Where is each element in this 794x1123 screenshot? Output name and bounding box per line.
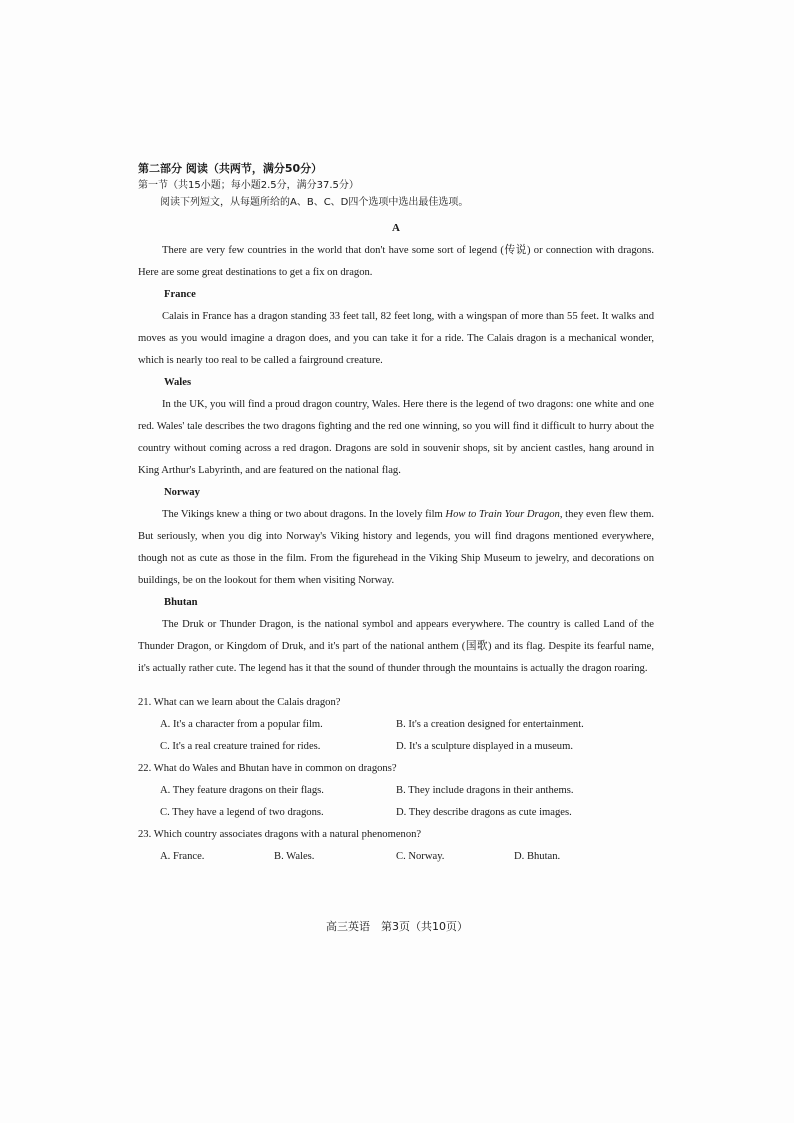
passage-intro: There are very few countries in the world that don't have some sort of legend (传说) or connection with dragons. Here are some great destinations to get a fix on dragon. bbox=[138, 245, 654, 278]
passage-letter: A bbox=[392, 222, 400, 234]
section-title: 第二部分 阅读（共两节，满分50分） bbox=[138, 162, 323, 175]
page-footer: 高三英语 第3页（共10页） bbox=[326, 920, 468, 933]
heading-wales: Wales bbox=[164, 377, 192, 388]
page-content bbox=[138, 160, 654, 868]
question-stem: 23. Which country associates dragons with a natural phenomenon? bbox=[138, 829, 422, 840]
questions-block bbox=[138, 692, 654, 868]
option-a: A. They feature dragons on their flags. bbox=[160, 785, 324, 796]
heading-bhutan: Bhutan bbox=[164, 597, 198, 608]
paragraph-france: Calais in France has a dragon standing 33 feet tall, 82 feet long, with a wingspan of more than 55 feet. It walks and moves as you would imagine a dragon does, and you can take it for a ride. The Calais dragon is a mechanical wonder, which is nearly too real to be called a fairground creature. bbox=[138, 311, 654, 366]
film-title: How to Train Your Dragon bbox=[445, 509, 560, 520]
heading-france: France bbox=[164, 289, 196, 300]
paragraph-norway bbox=[138, 504, 654, 592]
question-21 bbox=[138, 692, 654, 758]
question-options bbox=[160, 714, 654, 758]
option-d: D. It's a sculpture displayed in a museum. bbox=[396, 741, 573, 752]
option-b: B. Wales. bbox=[274, 851, 315, 862]
instruction: 阅读下列短文，从每题所给的A、B、C、D四个选项中选出最佳选项。 bbox=[160, 197, 469, 208]
paragraph-bhutan: The Druk or Thunder Dragon, is the national symbol and appears everywhere. The country is called Land of the Thunder Dragon, or Kingdom of Druk, and it's part of the national anthem (国歌) and its flag. Despite its fearful name, it's actually rather cute. The legend has it that the sound of thunder through the mountains is actually the dragon roaring. bbox=[138, 619, 654, 674]
question-22 bbox=[138, 758, 654, 824]
paragraph-wales: In the UK, you will find a proud dragon country, Wales. Here there is the legend of two dragons: one white and one red. Wales' tale describes the two dragons fighting and the red one winning, so you will find it difficult to hurry about the country without coming across a red dragon. Dragons are sold in souvenir shops, sit by ancient castles, hang around in King Arthur's Labyrinth, and are featured on the national flag. bbox=[138, 399, 654, 476]
question-stem: 21. What can we learn about the Calais dragon? bbox=[138, 697, 341, 708]
question-23 bbox=[138, 824, 654, 868]
option-d: D. They describe dragons as cute images. bbox=[396, 807, 572, 818]
option-a: A. It's a character from a popular film. bbox=[160, 719, 323, 730]
option-b: B. It's a creation designed for entertainment. bbox=[396, 719, 584, 730]
question-options bbox=[160, 846, 654, 868]
sub-title: 第一节（共15小题；每小题2.5分，满分37.5分） bbox=[138, 180, 359, 191]
norway-text-part-1: The Vikings knew a thing or two about dragons. In the lovely film bbox=[162, 509, 446, 520]
heading-norway: Norway bbox=[164, 487, 200, 498]
option-c: C. It's a real creature trained for rides. bbox=[160, 741, 321, 752]
option-d: D. Bhutan. bbox=[514, 851, 561, 862]
option-c: C. They have a legend of two dragons. bbox=[160, 807, 324, 818]
question-options bbox=[160, 780, 654, 824]
option-a: A. France. bbox=[160, 851, 205, 862]
question-stem: 22. What do Wales and Bhutan have in common on dragons? bbox=[138, 763, 397, 774]
option-b: B. They include dragons in their anthems. bbox=[396, 785, 574, 796]
option-c: C. Norway. bbox=[396, 851, 445, 862]
norway-text-part-2: , they even flew them. But seriously, when you dig into Norway's Viking history and legends, you will find dragons mentioned everywhere, though not as cute as those in the film. From the figurehead in the Viking Ship Museum to jewelry, and decorations on buildings, be on the lookout for them when visiting Norway. bbox=[138, 509, 654, 586]
